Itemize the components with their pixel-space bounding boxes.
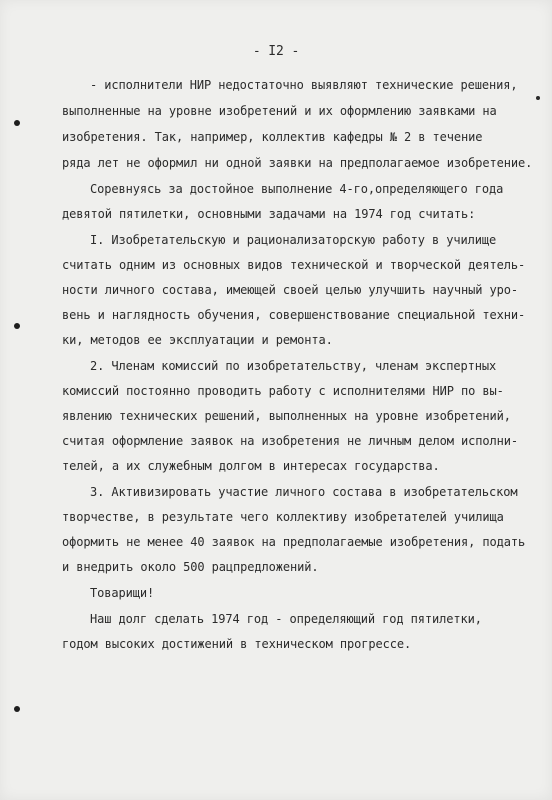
punch-hole-top — [14, 120, 20, 126]
text-line: 3. Активизировать участие личного состава в изобретательском — [90, 485, 518, 499]
text-line: изобретения. Так, например, коллектив кафедры № 2 в течение — [62, 130, 483, 144]
ink-mark — [536, 96, 540, 100]
text-line: ности личного состава, имеющей своей целью улучшить научный уро- — [62, 283, 518, 297]
text-line: Соревнуясь за достойное выполнение 4-го,определяющего года — [90, 182, 504, 196]
text-line: считая оформление заявок на изобретения не личным делом исполни- — [62, 434, 518, 448]
text-line: явлению технических решений, выполненных на уровне изобретений, — [62, 409, 511, 423]
text-line: комиссий постоянно проводить работу с исполнителями НИР по вы- — [62, 384, 504, 398]
punch-hole-bottom — [14, 706, 20, 712]
text-line: вень и наглядность обучения, совершенствование специальной техни- — [62, 308, 526, 322]
text-line: Наш долг сделать 1974 год - определяющий год пятилетки, — [90, 612, 482, 626]
text-line: считать одним из основных видов технической и творческой деятель- — [62, 258, 526, 272]
text-line: Товарищи! — [90, 586, 155, 600]
text-line: оформить не менее 40 заявок на предполагаемые изобретения, подать — [62, 535, 526, 549]
text-line: ряда лет не оформил ни одной заявки на предполагаемое изобретение. — [62, 156, 533, 170]
text-line: творчестве, в результате чего коллективу изобретателей училища — [62, 510, 504, 524]
punch-hole-middle — [14, 323, 20, 329]
text-line: ки, методов ее эксплуатации и ремонта. — [62, 333, 333, 347]
text-line: телей, а их служебным долгом в интересах государства. — [62, 459, 440, 473]
text-line: и внедрить около 500 рацпредложений. — [62, 560, 319, 574]
text-line: - исполнители НИР недостаточно выявляют технические решения, — [90, 78, 518, 92]
text-line: девятой пятилетки, основными задачами на 1974 год считать: — [62, 207, 476, 221]
text-line: выполненные на уровне изобретений и их оформлению заявками на — [62, 104, 497, 118]
text-line: 2. Членам комиссий по изобретательству, членам экспертных — [90, 359, 497, 373]
text-line: I. Изобретательскую и рационализаторскую работу в училище — [90, 233, 497, 247]
text-line: годом высоких достижений в техническом прогрессе. — [62, 637, 412, 651]
page-number: - I2 - — [252, 44, 300, 59]
